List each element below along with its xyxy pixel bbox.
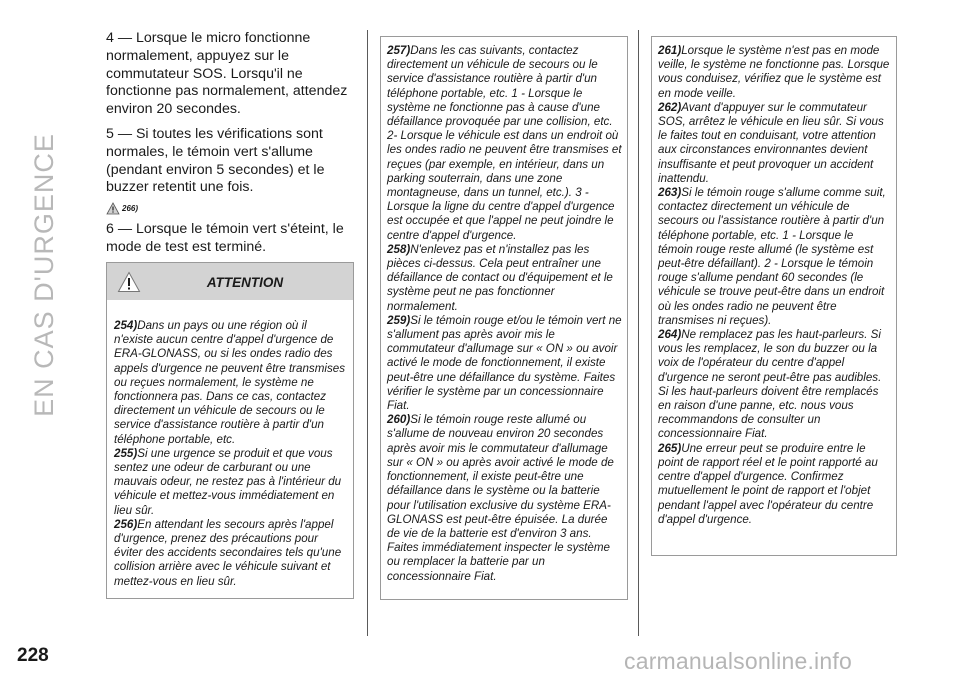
step-4: 4 — Lorsque le micro fonctionne normalement, appuyez sur le commutateur SOS. Lorsqu'il ne fonctionne pas normalement, attendez environ 20 secondes. xyxy=(106,30,348,118)
note-259: 259)Si le témoin rouge et/ou le témoin vert ne s'allument pas après avoir mis le commutateur d'allumage sur « ON » ou avoir activé le mode de fonctionnement, il existe peut-être une défaillance du système. Faites vérifier le système par un concessionnaire Fiat. xyxy=(387,313,622,413)
note-263: 263)Si le témoin rouge s'allume comme suit, contactez directement un véhicule de secours ou l'assistance routière à partir d'un téléphone portable, etc. 1 - Lorsque le témoin rouge reste allumé (le système est peut-être défaillant). 2 - Lorsque le témoin rouge s'allume pendant 60 secondes (le véhicule se trouve peut-être dans un endroit où les ondes radio ne peuvent être transmises ni reçues). xyxy=(658,186,886,327)
note-257: 257)Dans les cas suivants, contactez directement un véhicule de secours ou le service d'assistance routière à partir d'un téléphone portable, etc. 1 - Lorsque le système ne fonctionne pas à cause d'une défaillance provoquée par une collision, etc. 2- Lorsque le véhicule est dans un endroit où les ondes radio ne peuvent être transmises et reçues (par exemple, en intérieur, dans un parking souterrain, dans une zone montagneuse, dans un tunnel, etc.). 3 - Lorsque la ligne du centre d'appel d'urgence est occupée et que l'appel ne peut joindre le centre d'appel d'urgence. xyxy=(387,44,622,242)
step-6: 6 — Lorsque le témoin vert s'éteint, le mode de test est terminé. xyxy=(106,221,344,255)
note-254: 254)Dans un pays ou une région où il n'existe aucun centre d'appel d'urgence de ERA-GLONASS, ou si les ondes radio des appels d'urgence ne peuvent être transmises ou reçues normalement, le système ne fonctionnera pas. Dans ce cas, contactez directement un véhicule de secours ou le service d'assistance routière à partir d'un téléphone portable, etc. xyxy=(114,319,346,446)
note-265: 265)Une erreur peut se produire entre le point de rapport réel et le point rapporté au centre d'appel d'urgence. Confirmez mutuellement le point de rapport et l'objet pendant l'appel avec l'opérateur du centre d'appel d'urgence. xyxy=(658,441,878,526)
step-5: 5 — Si toutes les vérifications sont normales, le témoin vert s'allume (pendant environ 5 secondes) et le buzzer retentit une fois. xyxy=(106,125,325,196)
note-reference-number: 266) xyxy=(122,204,139,214)
note-262: 262)Avant d'appuyer sur le commutateur SOS, arrêtez le véhicule en lieu sûr. Si vous le faites tout en conduisant, votre attention aux circonstances environnantes devient insuffisante et peut provoquer un accident inattendu. xyxy=(658,100,884,185)
notes-box-col3 xyxy=(651,36,897,556)
attention-header xyxy=(107,263,353,300)
page-number: 228 xyxy=(17,645,49,666)
attention-box xyxy=(106,262,354,599)
note-255: 255)Si une urgence se produit et que vous sentez une odeur de carburant ou une mauvais odeur, ne restez pas à l'intérieur du véhicule et mettez-vous immédiatement en lieu sûr. xyxy=(114,446,342,517)
note-260: 260)Si le témoin rouge reste allumé ou s'allume de nouveau environ 20 secondes après avoir mis le commutateur d'allumage sur « ON » ou après avoir activé le mode de fonctionnement, il existe peut-être une défaillance dans le système ou la batterie pour l'utilisation exclusive du système ERA-GLONASS est peut-être épuisée. La durée de vie de la batterie est d'environ 3 ans. Faites immédiatement inspecter le système ou remplacer la batterie par un concessionnaire Fiat. xyxy=(387,413,614,583)
attention-title: ATTENTION xyxy=(206,275,284,290)
instructions-column xyxy=(106,30,354,264)
watermark: carmanualsonline.info xyxy=(624,648,852,674)
section-title: EN CAS D'URGENCE xyxy=(29,133,59,417)
note-reference xyxy=(106,202,354,215)
notes-list-col1 xyxy=(107,300,353,589)
notes-box-col2 xyxy=(380,36,628,600)
note-258: 258)N'enlevez pas et n'installez pas les pièces ci-dessus. Cela peut entraîner une défaillance de contact ou d'équipement et le système peut ne pas fonctionner normalement. xyxy=(387,242,613,313)
note-256: 256)En attendant les secours après l'appel d'urgence, prenez des précautions pour éviter des accidents secondaires tels qu'une collision arrière avec le véhicule suivant et mettez-vous en lieu sûr. xyxy=(114,517,342,588)
note-264: 264)Ne remplacez pas les haut-parleurs. Si vous les remplacez, le son du buzzer ou la voix de l'opérateur du centre d'appel d'urgence ne seront peut-être pas audibles. Si les haut-parleurs doivent être remplacés en raison d'une panne, etc. nous vous recommandons de consulter un concessionnaire Fiat. xyxy=(658,328,882,441)
warning-triangle-icon xyxy=(106,202,120,215)
column-divider xyxy=(367,30,368,636)
column-divider xyxy=(638,30,639,636)
note-261: 261)Lorsque le système n'est pas en mode veille, le système ne fonctionne pas. Lorsque vous conduisez, vérifiez que le système est en mode veille. xyxy=(658,44,890,100)
